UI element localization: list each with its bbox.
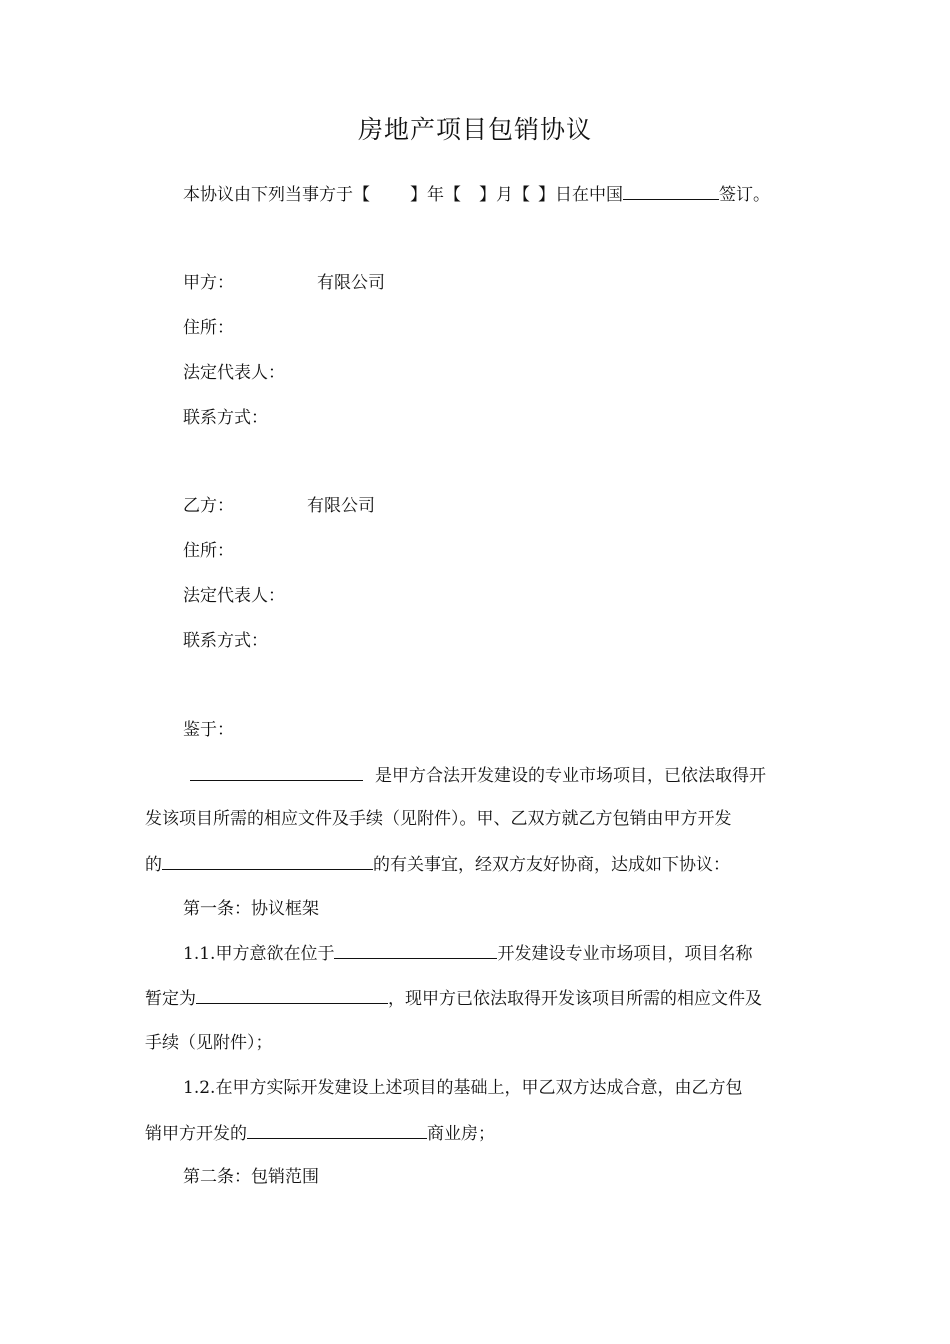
clause-1-1-c-a: 暂定为 bbox=[145, 989, 196, 1009]
intro-text-c: 】月【 bbox=[479, 185, 530, 205]
article-2-heading: 第二条：包销范围 bbox=[183, 1167, 319, 1187]
party-a-address-label: 住所： bbox=[183, 318, 234, 338]
party-b-rep-label: 法定代表人： bbox=[183, 586, 285, 606]
clause-1-1-line2 bbox=[145, 985, 762, 1012]
intro-text-b: 】年【 bbox=[410, 185, 461, 205]
clause-1-1-d: 手续（见附件）； bbox=[145, 1033, 273, 1053]
clause-1-1-line1 bbox=[183, 940, 752, 967]
intro-text-a: 本协议由下列当事方于【 bbox=[183, 185, 370, 205]
project-blank-2 bbox=[162, 851, 373, 870]
project-location-blank bbox=[334, 940, 497, 959]
whereas-p1-b: 发该项目所需的相应文件及手续（见附件）。甲、乙双方就乙方包销由甲方开发 bbox=[145, 809, 732, 829]
whereas-p1-c-a: 的 bbox=[145, 855, 162, 875]
whereas-p1-a: 是甲方合法开发建设的专业市场项目，已依法取得开 bbox=[375, 766, 766, 786]
party-b-label: 乙方： bbox=[183, 496, 234, 516]
location-blank bbox=[623, 181, 719, 200]
project-name-blank bbox=[190, 762, 363, 781]
party-a-label: 甲方： bbox=[183, 273, 234, 293]
party-b-contact-label: 联系方式： bbox=[183, 631, 268, 651]
clause-1-1-c-b: ，现甲方已依法取得开发该项目所需的相应文件及 bbox=[388, 989, 762, 1009]
project-tentative-name-blank bbox=[196, 985, 388, 1004]
party-a-contact-label: 联系方式： bbox=[183, 408, 268, 428]
clause-1-2-b-b: 商业房； bbox=[427, 1124, 495, 1144]
commercial-property-blank bbox=[247, 1120, 427, 1139]
whereas-p1-c-b: 的有关事宜，经双方友好协商，达成如下协议： bbox=[373, 855, 730, 875]
clause-1-1-b: 开发建设专业市场项目，项目名称 bbox=[497, 944, 753, 964]
party-a-rep-label: 法定代表人： bbox=[183, 363, 285, 383]
article-1-heading: 第一条：协议框架 bbox=[183, 899, 319, 919]
intro-text-d: 】日在中国 bbox=[538, 185, 623, 205]
clause-1-2-line2 bbox=[145, 1120, 495, 1147]
party-a-line bbox=[183, 270, 234, 296]
clause-1-2-a: 1.2.在甲方实际开发建设上述项目的基础上，甲乙双方达成合意，由乙方包 bbox=[183, 1078, 743, 1098]
party-a-company: 有限公司 bbox=[317, 273, 385, 293]
whereas-p1-line1 bbox=[190, 762, 766, 789]
party-b-address-label: 住所： bbox=[183, 541, 234, 561]
clause-1-2-b-a: 销甲方开发的 bbox=[145, 1124, 247, 1144]
whereas-p1-line3 bbox=[145, 851, 730, 878]
document-title: 房地产项目包销协议 bbox=[357, 115, 592, 144]
intro-text-e: 签订。 bbox=[719, 185, 770, 205]
party-b-company: 有限公司 bbox=[307, 496, 375, 516]
whereas-label: 鉴于： bbox=[183, 720, 234, 740]
clause-1-1-a: 1.1.甲方意欲在位于 bbox=[183, 944, 335, 964]
intro-line bbox=[183, 181, 770, 208]
